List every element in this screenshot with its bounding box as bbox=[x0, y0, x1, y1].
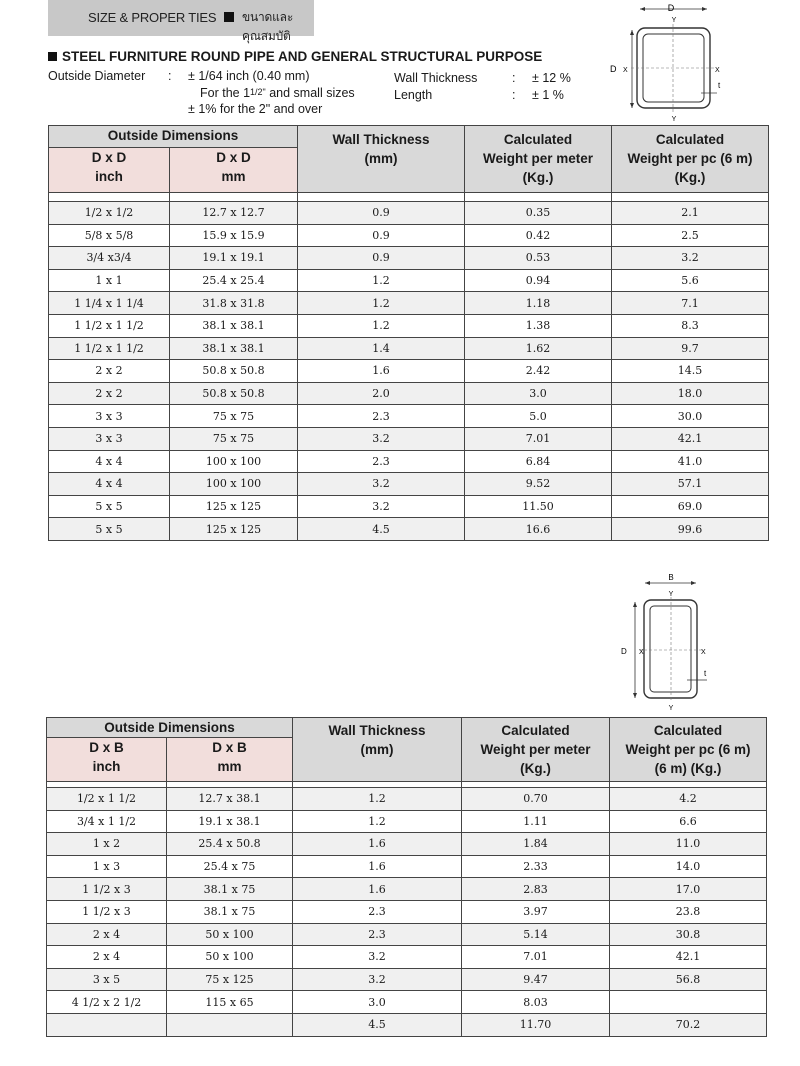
table-row bbox=[49, 337, 769, 360]
cell-mm: 75 x 125 bbox=[167, 968, 293, 991]
cell-weight-per-meter: 9.47 bbox=[462, 968, 610, 991]
cell-wall-thickness: 1.2 bbox=[293, 788, 462, 811]
cell-inch: 1 1/4 x 1 1/4 bbox=[49, 292, 170, 315]
cell-mm: 25.4 x 25.4 bbox=[170, 269, 298, 292]
table-row bbox=[49, 314, 769, 337]
cell-inch: 2 x 2 bbox=[49, 360, 170, 383]
cell-mm: 50.8 x 50.8 bbox=[170, 382, 298, 405]
cell-wall-thickness: 3.2 bbox=[298, 473, 465, 496]
cell-weight-per-piece bbox=[610, 991, 767, 1014]
cell-weight-per-meter: 1.18 bbox=[465, 292, 612, 315]
cell-weight-per-piece: 42.1 bbox=[610, 946, 767, 969]
cell-weight-per-meter: 8.03 bbox=[462, 991, 610, 1014]
rectangular-tube-diagram bbox=[615, 570, 725, 712]
cell-mm: 15.9 x 15.9 bbox=[170, 224, 298, 247]
table-row bbox=[49, 473, 769, 496]
length-label: Length bbox=[394, 88, 433, 102]
axis-x-right: X bbox=[701, 649, 706, 656]
section-header-tab bbox=[48, 0, 314, 43]
weight-per-meter-header: Calculated Weight per meter (Kg.) bbox=[465, 126, 612, 193]
cell-inch: 1 1/2 x 3 bbox=[47, 878, 167, 901]
cell-inch: 1 x 2 bbox=[47, 833, 167, 856]
inch-header: D x B inch bbox=[47, 738, 167, 782]
axis-y-bottom: Y bbox=[668, 705, 674, 712]
cell-mm: 25.4 x 75 bbox=[167, 855, 293, 878]
cell-inch: 3/4 x 1 1/2 bbox=[47, 810, 167, 833]
cell-wall-thickness: 1.4 bbox=[298, 337, 465, 360]
table-row bbox=[49, 292, 769, 315]
cell-mm: 12.7 x 12.7 bbox=[170, 202, 298, 225]
table-row bbox=[49, 495, 769, 518]
cell-wall-thickness: 0.9 bbox=[298, 247, 465, 270]
axis-x-right: X bbox=[715, 67, 720, 74]
table-row bbox=[49, 269, 769, 292]
cell-weight-per-meter: 0.70 bbox=[462, 788, 610, 811]
cell-weight-per-piece: 7.1 bbox=[612, 292, 769, 315]
cell-wall-thickness: 1.6 bbox=[298, 360, 465, 383]
cell-mm: 75 x 75 bbox=[170, 427, 298, 450]
cell-weight-per-meter: 1.84 bbox=[462, 833, 610, 856]
cell-inch: 1/2 x 1 1/2 bbox=[47, 788, 167, 811]
dim-t: t bbox=[718, 81, 721, 90]
cell-mm bbox=[167, 1013, 293, 1036]
cell-weight-per-meter: 1.11 bbox=[462, 810, 610, 833]
cell-wall-thickness: 3.2 bbox=[293, 968, 462, 991]
cell-weight-per-piece: 23.8 bbox=[610, 900, 767, 923]
table-row bbox=[47, 923, 767, 946]
cell-weight-per-piece: 8.3 bbox=[612, 314, 769, 337]
cell-weight-per-meter: 0.42 bbox=[465, 224, 612, 247]
cell-weight-per-piece: 3.2 bbox=[612, 247, 769, 270]
cell-weight-per-piece: 99.6 bbox=[612, 518, 769, 541]
table-row bbox=[47, 946, 767, 969]
cell-weight-per-meter: 1.62 bbox=[465, 337, 612, 360]
od-label: Outside Diameter bbox=[48, 69, 146, 83]
heading-text: STEEL FURNITURE ROUND PIPE AND GENERAL STRUCTURAL PURPOSE bbox=[62, 49, 543, 64]
cell-mm: 75 x 75 bbox=[170, 405, 298, 428]
table-row bbox=[47, 900, 767, 923]
table-row bbox=[47, 810, 767, 833]
wall-label: Wall Thickness bbox=[394, 71, 478, 85]
cell-wall-thickness: 3.0 bbox=[293, 991, 462, 1014]
cell-inch: 4 x 4 bbox=[49, 473, 170, 496]
cell-wall-thickness: 4.5 bbox=[298, 518, 465, 541]
cell-weight-per-meter: 5.14 bbox=[462, 923, 610, 946]
cell-weight-per-meter: 3.97 bbox=[462, 900, 610, 923]
cell-wall-thickness: 1.6 bbox=[293, 855, 462, 878]
cell-mm: 100 x 100 bbox=[170, 473, 298, 496]
table-row bbox=[49, 450, 769, 473]
cell-weight-per-piece: 17.0 bbox=[610, 878, 767, 901]
cell-mm: 125 x 125 bbox=[170, 495, 298, 518]
cell-mm: 50 x 100 bbox=[167, 946, 293, 969]
cell-weight-per-piece: 41.0 bbox=[612, 450, 769, 473]
cell-mm: 25.4 x 50.8 bbox=[167, 833, 293, 856]
cell-inch: 1 x 3 bbox=[47, 855, 167, 878]
cell-weight-per-meter: 1.38 bbox=[465, 314, 612, 337]
cell-wall-thickness: 2.3 bbox=[293, 923, 462, 946]
page-heading bbox=[48, 49, 542, 64]
table-row bbox=[49, 382, 769, 405]
cell-wall-thickness: 3.2 bbox=[298, 427, 465, 450]
cell-weight-per-piece: 14.5 bbox=[612, 360, 769, 383]
weight-per-meter-header: Calculated Weight per meter (Kg.) bbox=[462, 718, 610, 782]
od-small-prefix: For the 1 bbox=[200, 86, 251, 100]
wall-thickness-header: Wall Thickness (mm) bbox=[298, 126, 465, 193]
square-tube-table bbox=[48, 125, 769, 541]
cell-wall-thickness: 1.2 bbox=[298, 314, 465, 337]
cell-weight-per-piece: 18.0 bbox=[612, 382, 769, 405]
dim-d-top: D bbox=[667, 3, 675, 13]
rectangular-tube-table bbox=[46, 717, 767, 1037]
cell-wall-thickness: 0.9 bbox=[298, 224, 465, 247]
cell-weight-per-meter: 3.0 bbox=[465, 382, 612, 405]
cell-mm: 19.1 x 38.1 bbox=[167, 810, 293, 833]
cell-wall-thickness: 2.3 bbox=[298, 405, 465, 428]
mm-header: D x B mm bbox=[167, 738, 293, 782]
cell-wall-thickness: 0.9 bbox=[298, 202, 465, 225]
bullet-square-icon bbox=[48, 52, 57, 61]
table-row bbox=[49, 360, 769, 383]
cell-weight-per-piece: 5.6 bbox=[612, 269, 769, 292]
cell-wall-thickness: 1.6 bbox=[293, 833, 462, 856]
table-row bbox=[47, 878, 767, 901]
cell-weight-per-meter: 7.01 bbox=[462, 946, 610, 969]
cell-inch: 2 x 4 bbox=[47, 923, 167, 946]
cell-wall-thickness: 2.0 bbox=[298, 382, 465, 405]
wall-tolerance: ± 12 % bbox=[532, 71, 571, 85]
cell-inch: 1 1/2 x 1 1/2 bbox=[49, 314, 170, 337]
cell-weight-per-meter: 0.35 bbox=[465, 202, 612, 225]
cell-weight-per-meter: 5.0 bbox=[465, 405, 612, 428]
cell-inch: 1 x 1 bbox=[49, 269, 170, 292]
square-tube-diagram bbox=[605, 0, 745, 125]
cell-wall-thickness: 3.2 bbox=[298, 495, 465, 518]
cell-inch: 2 x 2 bbox=[49, 382, 170, 405]
cell-inch: 4 x 4 bbox=[49, 450, 170, 473]
outside-dimensions-header: Outside Dimensions bbox=[47, 718, 293, 738]
cell-mm: 19.1 x 19.1 bbox=[170, 247, 298, 270]
cell-inch: 1 1/2 x 1 1/2 bbox=[49, 337, 170, 360]
cell-mm: 50.8 x 50.8 bbox=[170, 360, 298, 383]
cell-wall-thickness: 3.2 bbox=[293, 946, 462, 969]
cell-wall-thickness: 2.3 bbox=[298, 450, 465, 473]
cell-wall-thickness: 4.5 bbox=[293, 1013, 462, 1036]
cell-weight-per-meter: 2.83 bbox=[462, 878, 610, 901]
axis-y-bottom: Y bbox=[671, 116, 677, 123]
table-row bbox=[47, 788, 767, 811]
od-tolerance-small bbox=[200, 86, 355, 100]
table-row bbox=[49, 202, 769, 225]
dim-d-left: D bbox=[610, 64, 617, 74]
bullet-square-icon bbox=[224, 12, 234, 22]
inch-header: D x D inch bbox=[49, 148, 170, 193]
cell-inch: 5/8 x 5/8 bbox=[49, 224, 170, 247]
cell-weight-per-meter: 16.6 bbox=[465, 518, 612, 541]
cell-weight-per-meter: 2.33 bbox=[462, 855, 610, 878]
section-title: SIZE & PROPER TIES bbox=[88, 10, 217, 25]
length-colon: : bbox=[512, 88, 516, 102]
cell-mm: 38.1 x 38.1 bbox=[170, 337, 298, 360]
cell-inch: 1 1/2 x 3 bbox=[47, 900, 167, 923]
table-row bbox=[49, 427, 769, 450]
cell-weight-per-piece: 30.0 bbox=[612, 405, 769, 428]
cell-weight-per-piece: 56.8 bbox=[610, 968, 767, 991]
od-small-fraction: 1/2" bbox=[250, 87, 266, 97]
cell-mm: 125 x 125 bbox=[170, 518, 298, 541]
cell-weight-per-piece: 2.1 bbox=[612, 202, 769, 225]
cell-weight-per-piece: 6.6 bbox=[610, 810, 767, 833]
dim-b-top: B bbox=[668, 573, 674, 582]
table-row bbox=[47, 991, 767, 1014]
axis-y-top: Y bbox=[668, 591, 674, 598]
cell-weight-per-piece: 2.5 bbox=[612, 224, 769, 247]
cell-weight-per-piece: 9.7 bbox=[612, 337, 769, 360]
od-colon: : bbox=[168, 69, 172, 83]
cell-inch: 5 x 5 bbox=[49, 495, 170, 518]
cell-weight-per-piece: 69.0 bbox=[612, 495, 769, 518]
cell-mm: 31.8 x 31.8 bbox=[170, 292, 298, 315]
axis-x-left: X bbox=[639, 649, 644, 656]
table-row bbox=[47, 833, 767, 856]
cell-weight-per-meter: 11.70 bbox=[462, 1013, 610, 1036]
cell-weight-per-meter: 11.50 bbox=[465, 495, 612, 518]
cell-weight-per-piece: 14.0 bbox=[610, 855, 767, 878]
dim-d-left: D bbox=[621, 647, 627, 656]
wall-colon: : bbox=[512, 71, 516, 85]
cell-weight-per-meter: 7.01 bbox=[465, 427, 612, 450]
table-row bbox=[49, 247, 769, 270]
cell-mm: 50 x 100 bbox=[167, 923, 293, 946]
cell-inch: 3 x 3 bbox=[49, 427, 170, 450]
section-title-thai: ขนาดและคุณสมบัติ bbox=[242, 10, 294, 43]
cell-weight-per-piece: 4.2 bbox=[610, 788, 767, 811]
cell-inch: 2 x 4 bbox=[47, 946, 167, 969]
cell-wall-thickness: 1.2 bbox=[298, 269, 465, 292]
weight-per-piece-header: Calculated Weight per pc (6 m) (6 m) (Kg.) bbox=[610, 718, 767, 782]
cell-weight-per-meter: 0.53 bbox=[465, 247, 612, 270]
cell-wall-thickness: 2.3 bbox=[293, 900, 462, 923]
cell-mm: 115 x 65 bbox=[167, 991, 293, 1014]
cell-wall-thickness: 1.6 bbox=[293, 878, 462, 901]
od-small-suffix: and small sizes bbox=[265, 86, 355, 100]
cell-weight-per-piece: 57.1 bbox=[612, 473, 769, 496]
table-row bbox=[47, 855, 767, 878]
cell-inch: 4 1/2 x 2 1/2 bbox=[47, 991, 167, 1014]
table-row bbox=[47, 968, 767, 991]
cell-weight-per-meter: 6.84 bbox=[465, 450, 612, 473]
cell-inch: 3/4 x3/4 bbox=[49, 247, 170, 270]
mm-header: D x D mm bbox=[170, 148, 298, 193]
outside-dimensions-header: Outside Dimensions bbox=[49, 126, 298, 148]
table-row bbox=[49, 405, 769, 428]
cell-weight-per-meter: 0.94 bbox=[465, 269, 612, 292]
cell-wall-thickness: 1.2 bbox=[298, 292, 465, 315]
od-tolerance-large: ± 1% for the 2" and over bbox=[188, 102, 323, 116]
cell-weight-per-meter: 2.42 bbox=[465, 360, 612, 383]
table-row bbox=[49, 518, 769, 541]
cell-wall-thickness: 1.2 bbox=[293, 810, 462, 833]
od-tolerance: ± 1/64 inch (0.40 mm) bbox=[188, 69, 310, 83]
cell-mm: 100 x 100 bbox=[170, 450, 298, 473]
cell-weight-per-piece: 11.0 bbox=[610, 833, 767, 856]
cell-mm: 38.1 x 75 bbox=[167, 900, 293, 923]
cell-mm: 12.7 x 38.1 bbox=[167, 788, 293, 811]
cell-inch: 1/2 x 1/2 bbox=[49, 202, 170, 225]
dim-t: t bbox=[704, 669, 707, 678]
cell-weight-per-piece: 42.1 bbox=[612, 427, 769, 450]
table-row bbox=[49, 224, 769, 247]
weight-per-piece-header: Calculated Weight per pc (6 m) (Kg.) bbox=[612, 126, 769, 193]
length-tolerance: ± 1 % bbox=[532, 88, 564, 102]
cell-inch: 3 x 5 bbox=[47, 968, 167, 991]
axis-y-top: Y bbox=[671, 17, 677, 24]
cell-weight-per-piece: 70.2 bbox=[610, 1013, 767, 1036]
cell-weight-per-piece: 30.8 bbox=[610, 923, 767, 946]
cell-mm: 38.1 x 75 bbox=[167, 878, 293, 901]
table-row bbox=[47, 1013, 767, 1036]
cell-inch: 5 x 5 bbox=[49, 518, 170, 541]
axis-x-left: X bbox=[623, 67, 628, 74]
cell-inch bbox=[47, 1013, 167, 1036]
cell-weight-per-meter: 9.52 bbox=[465, 473, 612, 496]
wall-thickness-header: Wall Thickness (mm) bbox=[293, 718, 462, 782]
cell-inch: 3 x 3 bbox=[49, 405, 170, 428]
cell-mm: 38.1 x 38.1 bbox=[170, 314, 298, 337]
